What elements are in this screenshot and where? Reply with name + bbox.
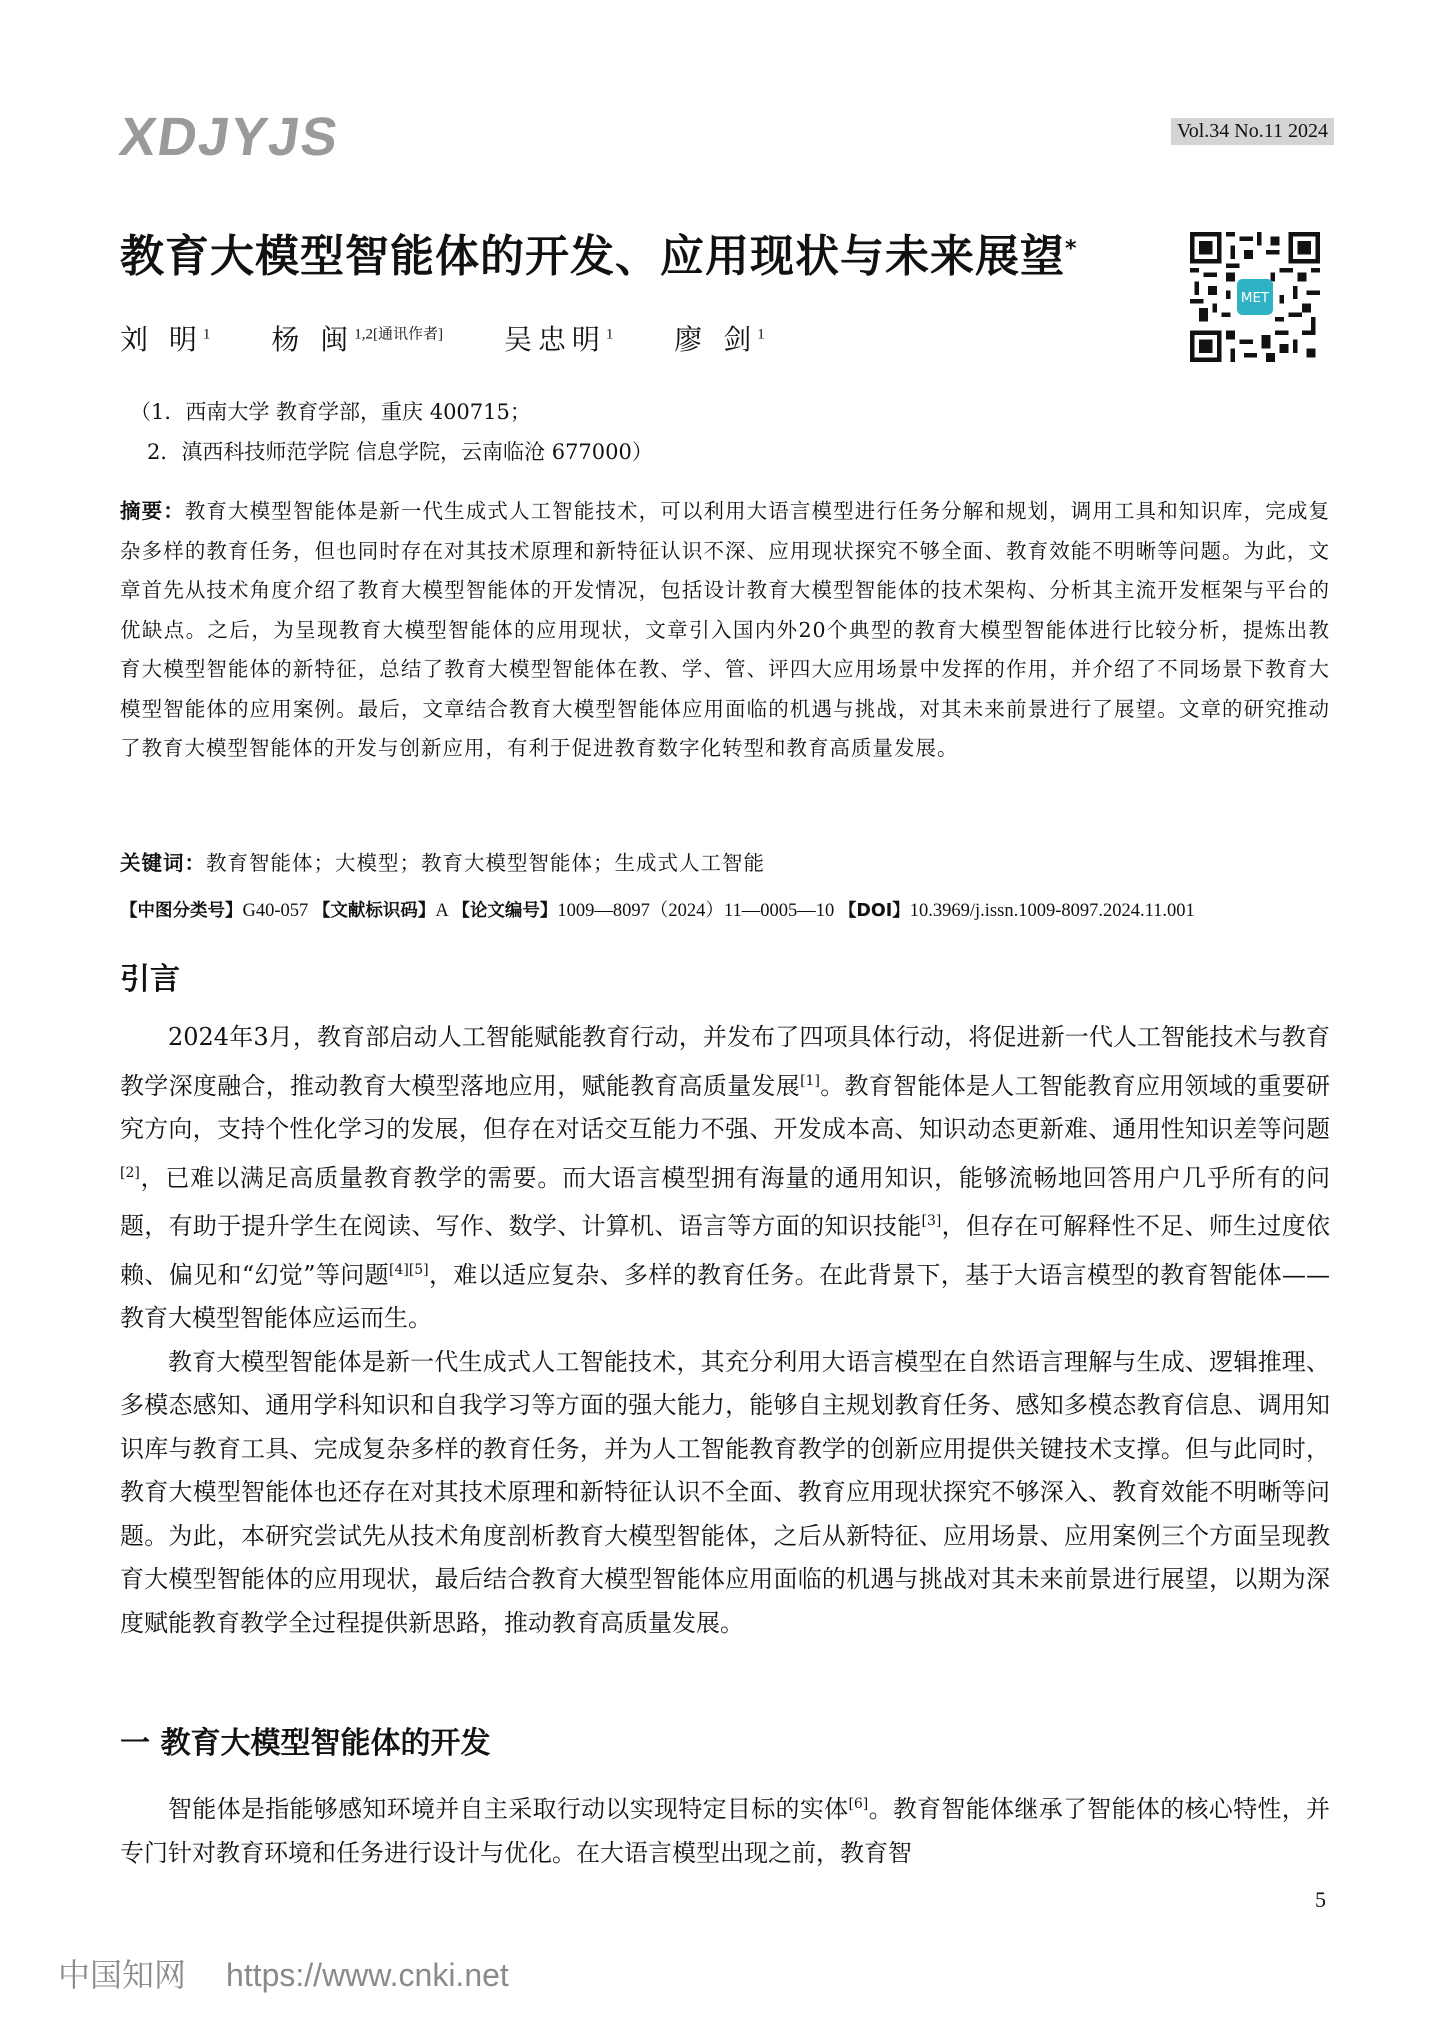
author: 杨 闽$^{1,2[通讯作者]}$ — [271, 323, 443, 356]
doi-label: 【DOI】 — [838, 901, 910, 921]
body-text: ，但存在可解释性不足、师生过度依赖、偏见和“幻觉”等问题 — [120, 1212, 1330, 1289]
journal-logo: XDJYJS — [115, 107, 344, 167]
author: 吴忠明$^1$ — [503, 323, 614, 356]
article-no-value: 1009—8097（2024）11—0005—10 — [557, 901, 835, 921]
author: 刘 明$^1$ — [120, 323, 211, 356]
citation-ref: [4][5] — [388, 1261, 429, 1278]
qr-code-icon — [1190, 232, 1320, 362]
clc-label: 【中图分类号】 — [120, 901, 243, 921]
article-no-label: 【论文编号】 — [452, 901, 558, 921]
body-text: 2024年3月，教育部启动人工智能赋能教育行动，并发布了四项具体行动，将促进新一代人工智能技术与教育教学深度融合，推动教育大模型落地应用，赋能教育高质量发展 — [120, 1023, 1330, 1100]
watermark-cn: 中国知网 — [58, 1956, 187, 1994]
keywords-label: 关键词： — [120, 851, 206, 875]
intro-paragraph-1 — [120, 1016, 1330, 1341]
body-text: 。教育智能体是人工智能教育应用领域的重要研究方向，支持个性化学习的发展，但存在对话交互能力不强、开发成本高、知识动态更新难、通用性知识差等问题 — [120, 1071, 1331, 1143]
author: 廖 剑$^1$ — [674, 323, 765, 356]
clc-value: G40-057 — [242, 901, 309, 921]
doc-code-label: 【文献标识码】 — [312, 901, 436, 921]
abstract — [120, 492, 1330, 769]
title-footnote-mark: * — [1065, 236, 1078, 262]
title-text: 教育大模型智能体的开发、应用现状与未来展望 — [120, 231, 1065, 282]
citation-ref: [1] — [800, 1072, 820, 1089]
body-text: ，已难以满足高质量教育教学的需要。而大语言模型拥有海量的通用知识，能够流畅地回答用户几乎所有的问题，有助于提升学生在阅读、写作、数学、计算机、语言等方面的知识技能 — [120, 1163, 1330, 1240]
doi-value: 10.3969/j.issn.1009-8097.2024.11.001 — [909, 901, 1195, 921]
citation-ref: [6] — [848, 1796, 869, 1812]
author-list — [120, 318, 817, 358]
cnki-watermark — [58, 1950, 509, 1996]
affiliation-line: 2．滇西科技师范学院 信息学院，云南临沧 677000） — [147, 440, 653, 464]
affiliations — [130, 392, 653, 472]
section-heading-1: 一 教育大模型智能体的开发 — [120, 1726, 491, 1761]
affiliation-line: （1．西南大学 教育学部，重庆 400715； — [130, 400, 531, 424]
section1-body — [120, 1783, 1330, 1875]
section1-paragraph-1 — [120, 1783, 1330, 1875]
doc-code-value: A — [435, 901, 448, 921]
citation-ref: [2] — [120, 1164, 140, 1181]
body-text: 。教育智能体继承了智能体的核心特性，并专门针对教育环境和任务进行设计与优化。在大语言模型出现之前，教育智 — [120, 1795, 1331, 1867]
body-text: 智能体是指能够感知环境并自主采取行动以实现特定目标的实体 — [168, 1795, 849, 1823]
keywords-text: 教育智能体；大模型；教育大模型智能体；生成式人工智能 — [206, 851, 765, 875]
abstract-label: 摘要： — [120, 499, 185, 523]
svg-text:MET: MET — [1240, 290, 1270, 306]
watermark-url: https://www.cnki.net — [226, 1957, 509, 1993]
keywords — [120, 846, 765, 876]
section-heading-intro: 引言 — [120, 962, 180, 997]
intro-body — [120, 1016, 1330, 1645]
paper-title — [120, 220, 1078, 284]
body-text: ，难以适应复杂、多样的教育任务。在此背景下，基于大语言模型的教育智能体——教育大模型智能体应运而生。 — [120, 1260, 1330, 1332]
classification-info — [120, 896, 1195, 922]
citation-ref: [3] — [921, 1213, 942, 1229]
abstract-text: 教育大模型智能体是新一代生成式人工智能技术，可以利用大语言模型进行任务分解和规划，调用工具和知识库，完成复杂多样的教育任务，但也同时存在对其技术原理和新特征认识不深、应用现状探究不够全面、教育效能不明晰等问题。为此，文章首先从技术角度介绍了教育大模型智能体的开发情况，包括设计教育大模型智能体的技术架构、分析其主流开发框架与平台的优缺点。之后，为呈现教育大模型智能体的应用现状，文章引入国内外20个典型的教育大模型智能体进行比较分析，提炼出教育大模型智能体的新特征，总结了教育大模型智能体在教、学、管、评四大应用场景中发挥的作用，并介绍了不同场景下教育大模型智能体的应用案例。最后，文章结合教育大模型智能体应用面临的机遇与挑战，对其未来前景进行了展望。文章的研究推动了教育大模型智能体的开发与创新应用，有利于促进教育数字化转型和教育高质量发展。 — [120, 499, 1330, 760]
intro-paragraph-2: 教育大模型智能体是新一代生成式人工智能技术，其充分利用大语言模型在自然语言理解与生成、逻辑推理、多模态感知、通用学科知识和自我学习等方面的强大能力，能够自主规划教育任务、感知多模态教育信息、调用知识库与教育工具、完成复杂多样的教育任务，并为人工智能教育教学的创新应用提供关键技术支撑。但与此同时，教育大模型智能体也还存在对其技术原理和新特征认识不全面、教育应用现状探究不够深入、教育效能不明晰等问题。为此，本研究尝试先从技术角度剖析教育大模型智能体，之后从新特征、应用场景、应用案例三个方面呈现教育大模型智能体的应用现状，最后结合教育大模型智能体应用面临的机遇与挑战对其未来前景进行展望，以期为深度赋能教育教学全过程提供新思路，推动教育高质量发展。 — [120, 1347, 1330, 1637]
volume-issue: Vol.34 No.11 2024 — [1171, 118, 1334, 145]
page-number: 5 — [1315, 1887, 1326, 1912]
